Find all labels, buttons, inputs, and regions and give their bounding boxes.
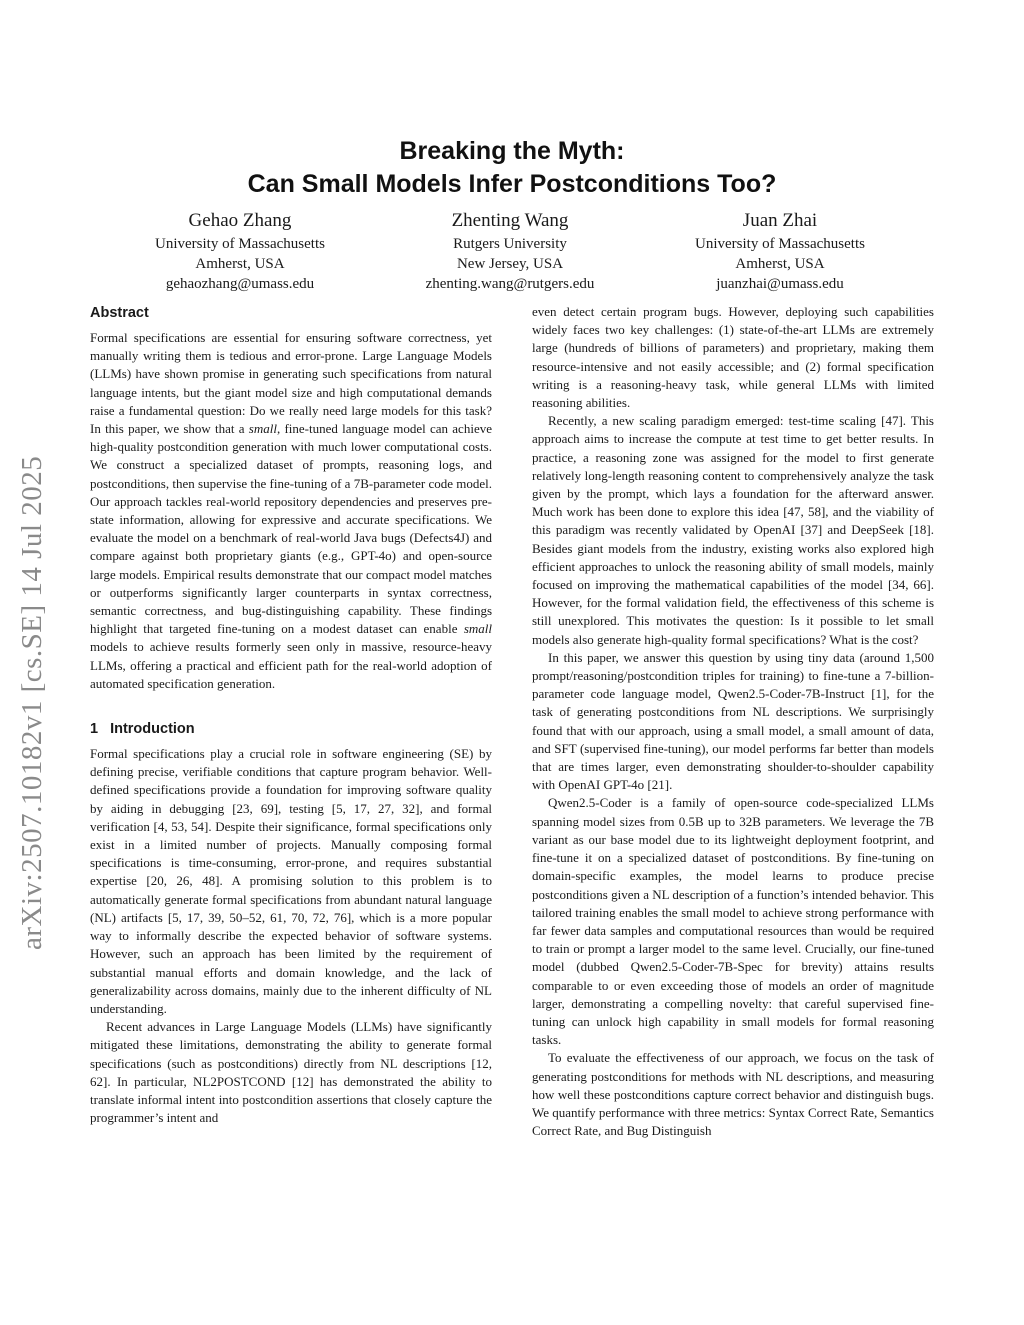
author-location: Amherst, USA bbox=[735, 256, 825, 272]
author-name: Zhenting Wang bbox=[451, 210, 569, 231]
abstract-text-2: , fine-tuned language model can achieve high-quality postcondition generation with much lower computational costs. We construct a specialized dataset of prompts, reasoning logs, and postconditions, then supervise the fine-tuning of a 7B-parameter code model. Our approach tackles real-world repository dependencies and preserves pre-state information, allowing for expressive and accurate specifications. We evaluate the model on a benchmark of real-world Java bugs (Defects4J) and compare against both proprietary giants (e.g., GPT-4o) and open-source large models. Empirical results demonstrate that our compact model matches or outperforms significantly larger counterparts in syntax correctness, semantic correctness, and bug-distinguishing capability. These findings highlight that targeted fine-tuning on a modest dataset can enable bbox=[90, 421, 492, 637]
abstract-emphasis-small-1: small bbox=[248, 421, 277, 437]
author-1 bbox=[110, 209, 370, 294]
author-affiliation: University of Massachusetts bbox=[695, 236, 865, 252]
title-line-2: Can Small Models Infer Postconditions Too? bbox=[247, 170, 777, 198]
author-email: juanzhai@umass.edu bbox=[716, 276, 844, 292]
author-affiliation: Rutgers University bbox=[453, 236, 567, 252]
intro-paragraph-2: Recent advances in Large Language Models (LLMs) have significantly mitigated these limitations, demonstrating the ability to generate formal specifications (such as postconditions) directly from NL descriptions [12, 62]. In particular, NL2POSTCOND [12] has demonstrated the ability to translate informal intent into postcondition assertions that closely capture the programmer’s intent and bbox=[90, 1019, 492, 1126]
right-paragraph-2: Recently, a new scaling paradigm emerged: test-time scaling [47]. This approach aims to increase the compute at test time to get better results. In practice, a reasoning zone was assigned for the model to first generate relatively long-length reasoning content to comprehensively analyze the task given by the prompt, which lays a foundation for the afterward answer. Much work has been done to explore this idea [47, 58], and the viability of this paradigm was recently validated by OpenAI [37] and DeepSeek [18]. Besides giant models from the industry, existing works also explored high efficient approaches to unlock the reasoning ability of small models, mainly focused on improving the mathematical capabilities of the model [34, 66]. However, for the formal validation field, the effectiveness of this scheme is still unexplored. This motivates the question: Is it possible to let small models also generate high-quality formal specifications? What is the cost? bbox=[532, 413, 934, 647]
right-paragraph-3: In this paper, we answer this question by using tiny data (around 1,500 prompt/reasoning/postcondition triples for training) to fine-tune a 7-billion-parameter code language model, Qwen2.5-Coder-7B-Instruct [1], for the task of generating postconditions from NL descriptions. We surprisingly found that with our approach, using a small model, a small amount of data, and SFT (supervised fine-tuning), our model performs far better than models that are times larger, even demonstrating shoulder-to-shoulder capability with OpenAI GPT-4o [21]. bbox=[532, 649, 934, 793]
abstract-heading: Abstract bbox=[90, 305, 149, 321]
author-name: Juan Zhai bbox=[742, 210, 818, 231]
author-block bbox=[110, 209, 910, 294]
author-3 bbox=[650, 209, 910, 294]
intro-paragraph-1: Formal specifications play a crucial role in software engineering (SE) by defining precise, verifiable conditions that capture program behavior. Well-defined specifications provide a foundation for improving software quality by aiding in debugging [23, 69], testing [5, 17, 27, 32], and formal verification [4, 53, 54]. Despite their significance, formal specifications only exist in a limited number of projects. Manually composing formal specifications is time-consuming, error-prone, and requires substantial expertise [20, 26, 48]. A promising solution to this problem is to automatically generate formal specifications from abundant natural language (NL) artifacts [5, 17, 39, 50–52, 61, 70, 72, 76], which is a more popular way to informally describe the expected behavior of software systems. However, such an approach has been limited by the requirement of substantial manual efforts and domain knowledge, and the lack of generalizability across domains, mainly due to the inherent difficulty of NL understanding. bbox=[90, 746, 492, 1016]
right-column bbox=[532, 303, 934, 1140]
section-title: Introduction bbox=[110, 721, 195, 738]
author-location: New Jersey, USA bbox=[456, 256, 564, 272]
abstract-emphasis-small-2: small bbox=[463, 621, 492, 637]
right-paragraph-5: To evaluate the effectiveness of our approach, we focus on the task of generating postconditions for methods with NL descriptions, and measuring how well these postconditions capture correct behavior and distinguish bugs. We quantify performance with three metrics: Syntax Correct Rate, Semantics Correct Rate, and Bug Distinguish bbox=[532, 1050, 934, 1139]
title-line-1: Breaking the Myth: bbox=[399, 137, 625, 165]
section-number: 1 bbox=[90, 721, 99, 738]
introduction-heading bbox=[90, 719, 492, 739]
author-email: gehaozhang@umass.edu bbox=[165, 276, 315, 292]
paper-title bbox=[0, 135, 1024, 201]
right-paragraph-4: Qwen2.5-Coder is a family of open-source code-specialized LLMs spanning model sizes from 0.5B up to 32B parameters. We leverage the 7B variant as our base model due to its lightweight deployment footprint, and fine-tune it on a specialized dataset of postconditions. By fine-tuning on domain-specific examples, the model learns to produce precise postconditions given a NL description of a function’s intended behavior. This tailored training enables the small model to achieve strong performance with far fewer data samples and computational resources than would be required to train or prompt a larger model to the same level. Crucially, our fine-tuned model (dubbed Qwen2.5-Coder-7B-Spec for brevity) attains results comparable to or even exceeding those of models an order of magnitude larger, demonstrating a compelling novelty: that careful supervised fine-tuning can unlock high capability in small models for formal reasoning tasks. bbox=[532, 795, 934, 1048]
author-email: zhenting.wang@rutgers.edu bbox=[425, 276, 595, 292]
right-paragraph-1: even detect certain program bugs. However, deploying such capabilities widely faces two key challenges: (1) state-of-the-art LLMs are extremely large (hundreds of billions of parameters) and proprietary, making them resource-intensive and not easily accessible; and (2) formal specification writing is a reasoning-heavy task, while general LLMs with limited reasoning abilities. bbox=[532, 304, 934, 411]
arxiv-identifier bbox=[8, 380, 58, 950]
author-location: Amherst, USA bbox=[195, 256, 285, 272]
author-name: Gehao Zhang bbox=[188, 210, 292, 231]
abstract-paragraph bbox=[90, 329, 492, 693]
abstract-text-1: Formal specifications are essential for ensuring software correctness, yet manually writing them is tedious and error-prone. Large Language Models (LLMs) have shown promise in generating such specifications from natural language intents, but the giant model size and high computational demands raise a fundamental question: Do we really need large models for this task? In this paper, we show that a bbox=[90, 330, 492, 437]
author-affiliation: University of Massachusetts bbox=[155, 236, 325, 252]
abstract-text-3: models to achieve results formerly seen only in massive, resource-heavy LLMs, offering a practical and efficient path for the real-world adoption of automated specification generation. bbox=[90, 639, 492, 691]
left-column bbox=[90, 303, 492, 1127]
author-2 bbox=[380, 209, 640, 294]
arxiv-identifier-text: arXiv:2507.10182v1 [cs.SE] 14 Jul 2025 bbox=[16, 455, 48, 950]
